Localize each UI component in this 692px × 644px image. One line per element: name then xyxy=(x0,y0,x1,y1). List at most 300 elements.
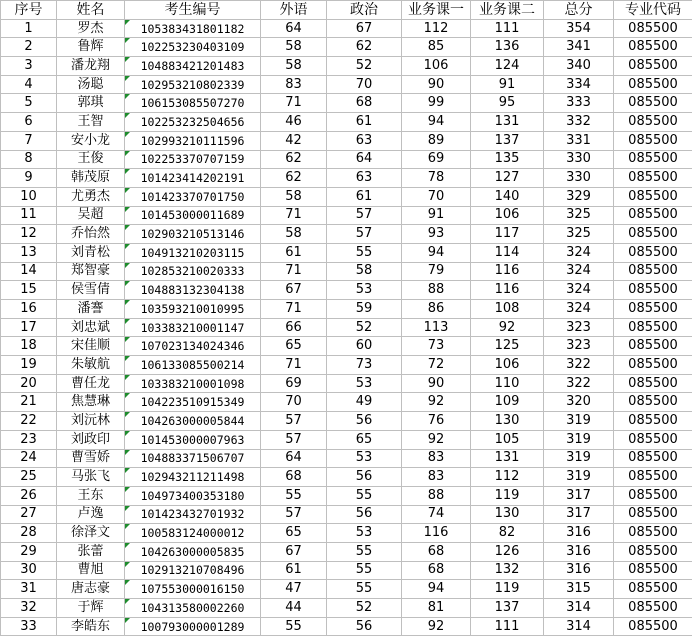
course-1-cell[interactable]: 94 xyxy=(402,113,471,132)
exam-id-cell[interactable]: 104883421201483 xyxy=(125,57,261,76)
politics-cell[interactable]: 60 xyxy=(327,337,402,356)
name-cell[interactable]: 罗杰 xyxy=(57,19,125,38)
total-cell[interactable]: 324 xyxy=(544,262,614,281)
course-1-cell[interactable]: 70 xyxy=(402,187,471,206)
seq-cell[interactable]: 24 xyxy=(1,449,57,468)
major-code-cell[interactable]: 085500 xyxy=(614,337,692,356)
name-cell[interactable]: 王智 xyxy=(57,113,125,132)
politics-cell[interactable]: 53 xyxy=(327,374,402,393)
major-code-cell[interactable]: 085500 xyxy=(614,131,692,150)
exam-id-cell[interactable]: 101423432701932 xyxy=(125,505,261,524)
seq-cell[interactable]: 11 xyxy=(1,206,57,225)
major-code-cell[interactable]: 085500 xyxy=(614,150,692,169)
course-1-cell[interactable]: 72 xyxy=(402,356,471,375)
course-2-cell[interactable]: 92 xyxy=(471,318,544,337)
total-cell[interactable]: 314 xyxy=(544,617,614,636)
exam-id-cell[interactable]: 106133085500214 xyxy=(125,356,261,375)
major-code-cell[interactable]: 085500 xyxy=(614,262,692,281)
politics-cell[interactable]: 52 xyxy=(327,318,402,337)
seq-cell[interactable]: 28 xyxy=(1,524,57,543)
seq-cell[interactable]: 5 xyxy=(1,94,57,113)
course-2-cell[interactable]: 105 xyxy=(471,430,544,449)
course-2-cell[interactable]: 127 xyxy=(471,169,544,188)
course-1-cell[interactable]: 69 xyxy=(402,150,471,169)
course-2-cell[interactable]: 117 xyxy=(471,225,544,244)
seq-cell[interactable]: 7 xyxy=(1,131,57,150)
total-cell[interactable]: 314 xyxy=(544,599,614,618)
course-1-cell[interactable]: 76 xyxy=(402,412,471,431)
major-code-cell[interactable]: 085500 xyxy=(614,561,692,580)
name-cell[interactable]: 安小龙 xyxy=(57,131,125,150)
course-1-cell[interactable]: 90 xyxy=(402,75,471,94)
course-2-cell[interactable]: 126 xyxy=(471,542,544,561)
name-cell[interactable]: 朱敏航 xyxy=(57,356,125,375)
exam-id-cell[interactable]: 102253370707159 xyxy=(125,150,261,169)
foreign-language-cell[interactable]: 47 xyxy=(261,580,327,599)
course-2-cell[interactable]: 124 xyxy=(471,57,544,76)
seq-cell[interactable]: 3 xyxy=(1,57,57,76)
total-cell[interactable]: 329 xyxy=(544,187,614,206)
col-header-politics: 政治 xyxy=(327,1,402,20)
major-code-cell[interactable]: 085500 xyxy=(614,225,692,244)
course-2-cell[interactable]: 131 xyxy=(471,449,544,468)
major-code-cell[interactable]: 085500 xyxy=(614,449,692,468)
total-cell[interactable]: 354 xyxy=(544,19,614,38)
total-cell[interactable]: 316 xyxy=(544,542,614,561)
name-cell[interactable]: 刘青松 xyxy=(57,243,125,262)
course-1-cell[interactable]: 106 xyxy=(402,57,471,76)
foreign-language-cell[interactable]: 58 xyxy=(261,187,327,206)
name-cell[interactable]: 刘政印 xyxy=(57,430,125,449)
foreign-language-cell[interactable]: 71 xyxy=(261,262,327,281)
major-code-cell[interactable]: 085500 xyxy=(614,281,692,300)
course-2-cell[interactable]: 136 xyxy=(471,38,544,57)
course-1-cell[interactable]: 68 xyxy=(402,561,471,580)
name-cell[interactable]: 卢逸 xyxy=(57,505,125,524)
exam-id-cell[interactable]: 105383431801182 xyxy=(125,19,261,38)
name-cell[interactable]: 尤勇杰 xyxy=(57,187,125,206)
foreign-language-cell[interactable]: 68 xyxy=(261,468,327,487)
name-cell[interactable]: 唐志豪 xyxy=(57,580,125,599)
major-code-cell[interactable]: 085500 xyxy=(614,524,692,543)
foreign-language-cell[interactable]: 71 xyxy=(261,94,327,113)
foreign-language-cell[interactable]: 67 xyxy=(261,281,327,300)
name-cell[interactable]: 宋佳顺 xyxy=(57,337,125,356)
exam-id-cell[interactable]: 100583124000012 xyxy=(125,524,261,543)
exam-id-cell[interactable]: 104913210203115 xyxy=(125,243,261,262)
name-cell[interactable]: 乔怡然 xyxy=(57,225,125,244)
politics-cell[interactable]: 62 xyxy=(327,38,402,57)
total-cell[interactable]: 322 xyxy=(544,356,614,375)
name-cell[interactable]: 曹雪娇 xyxy=(57,449,125,468)
course-2-cell[interactable]: 135 xyxy=(471,150,544,169)
course-2-cell[interactable]: 140 xyxy=(471,187,544,206)
seq-cell[interactable]: 23 xyxy=(1,430,57,449)
seq-cell[interactable]: 1 xyxy=(1,19,57,38)
seq-cell[interactable]: 9 xyxy=(1,169,57,188)
total-cell[interactable]: 319 xyxy=(544,430,614,449)
foreign-language-cell[interactable]: 70 xyxy=(261,393,327,412)
politics-cell[interactable]: 56 xyxy=(327,505,402,524)
exam-id-cell[interactable]: 102913210708496 xyxy=(125,561,261,580)
total-cell[interactable]: 332 xyxy=(544,113,614,132)
foreign-language-cell[interactable]: 61 xyxy=(261,243,327,262)
major-code-cell[interactable]: 085500 xyxy=(614,206,692,225)
course-2-cell[interactable]: 112 xyxy=(471,468,544,487)
major-code-cell[interactable]: 085500 xyxy=(614,617,692,636)
course-1-cell[interactable]: 79 xyxy=(402,262,471,281)
course-1-cell[interactable]: 92 xyxy=(402,617,471,636)
course-1-cell[interactable]: 94 xyxy=(402,243,471,262)
exam-id-cell[interactable]: 104883132304138 xyxy=(125,281,261,300)
course-1-cell[interactable]: 116 xyxy=(402,524,471,543)
exam-id-cell[interactable]: 104973400353180 xyxy=(125,486,261,505)
major-code-cell[interactable]: 085500 xyxy=(614,94,692,113)
course-2-cell[interactable]: 111 xyxy=(471,19,544,38)
politics-cell[interactable]: 59 xyxy=(327,300,402,319)
major-code-cell[interactable]: 085500 xyxy=(614,318,692,337)
seq-cell[interactable]: 15 xyxy=(1,281,57,300)
exam-id-cell[interactable]: 102993210111596 xyxy=(125,131,261,150)
course-1-cell[interactable]: 91 xyxy=(402,206,471,225)
politics-cell[interactable]: 56 xyxy=(327,412,402,431)
major-code-cell[interactable]: 085500 xyxy=(614,75,692,94)
seq-cell[interactable]: 18 xyxy=(1,337,57,356)
name-cell[interactable]: 刘沅林 xyxy=(57,412,125,431)
seq-cell[interactable]: 30 xyxy=(1,561,57,580)
seq-cell[interactable]: 4 xyxy=(1,75,57,94)
foreign-language-cell[interactable]: 61 xyxy=(261,561,327,580)
total-cell[interactable]: 323 xyxy=(544,337,614,356)
politics-cell[interactable]: 57 xyxy=(327,225,402,244)
seq-cell[interactable]: 8 xyxy=(1,150,57,169)
politics-cell[interactable]: 56 xyxy=(327,617,402,636)
course-1-cell[interactable]: 99 xyxy=(402,94,471,113)
seq-cell[interactable]: 29 xyxy=(1,542,57,561)
politics-cell[interactable]: 56 xyxy=(327,468,402,487)
exam-id-cell[interactable]: 101453000011689 xyxy=(125,206,261,225)
name-cell[interactable]: 刘忠斌 xyxy=(57,318,125,337)
course-1-cell[interactable]: 85 xyxy=(402,38,471,57)
course-2-cell[interactable]: 119 xyxy=(471,580,544,599)
course-2-cell[interactable]: 131 xyxy=(471,113,544,132)
politics-cell[interactable]: 53 xyxy=(327,449,402,468)
seq-cell[interactable]: 12 xyxy=(1,225,57,244)
foreign-language-cell[interactable]: 64 xyxy=(261,449,327,468)
seq-cell[interactable]: 26 xyxy=(1,486,57,505)
major-code-cell[interactable]: 085500 xyxy=(614,300,692,319)
exam-id-cell[interactable]: 102903210513146 xyxy=(125,225,261,244)
seq-cell[interactable]: 16 xyxy=(1,300,57,319)
course-2-cell[interactable]: 116 xyxy=(471,281,544,300)
seq-cell[interactable]: 31 xyxy=(1,580,57,599)
course-2-cell[interactable]: 110 xyxy=(471,374,544,393)
name-cell[interactable]: 张蕾 xyxy=(57,542,125,561)
total-cell[interactable]: 317 xyxy=(544,486,614,505)
major-code-cell[interactable]: 085500 xyxy=(614,393,692,412)
major-code-cell[interactable]: 085500 xyxy=(614,599,692,618)
foreign-language-cell[interactable]: 67 xyxy=(261,542,327,561)
exam-id-cell[interactable]: 102943211211498 xyxy=(125,468,261,487)
total-cell[interactable]: 317 xyxy=(544,505,614,524)
politics-cell[interactable]: 61 xyxy=(327,187,402,206)
foreign-language-cell[interactable]: 65 xyxy=(261,524,327,543)
major-code-cell[interactable]: 085500 xyxy=(614,542,692,561)
total-cell[interactable]: 323 xyxy=(544,318,614,337)
major-code-cell[interactable]: 085500 xyxy=(614,468,692,487)
course-1-cell[interactable]: 90 xyxy=(402,374,471,393)
politics-cell[interactable]: 61 xyxy=(327,113,402,132)
exam-id-cell[interactable]: 100793000001289 xyxy=(125,617,261,636)
politics-cell[interactable]: 73 xyxy=(327,356,402,375)
seq-cell[interactable]: 33 xyxy=(1,617,57,636)
name-cell[interactable]: 汤聪 xyxy=(57,75,125,94)
seq-cell[interactable]: 20 xyxy=(1,374,57,393)
politics-cell[interactable]: 63 xyxy=(327,131,402,150)
foreign-language-cell[interactable]: 71 xyxy=(261,300,327,319)
foreign-language-cell[interactable]: 57 xyxy=(261,430,327,449)
course-2-cell[interactable]: 109 xyxy=(471,393,544,412)
foreign-language-cell[interactable]: 57 xyxy=(261,412,327,431)
foreign-language-cell[interactable]: 58 xyxy=(261,57,327,76)
course-2-cell[interactable]: 106 xyxy=(471,206,544,225)
name-cell[interactable]: 王东 xyxy=(57,486,125,505)
politics-cell[interactable]: 55 xyxy=(327,542,402,561)
course-1-cell[interactable]: 94 xyxy=(402,580,471,599)
total-cell[interactable]: 319 xyxy=(544,449,614,468)
exam-id-cell[interactable]: 106153085507270 xyxy=(125,94,261,113)
total-cell[interactable]: 316 xyxy=(544,561,614,580)
exam-id-cell[interactable]: 101423370701750 xyxy=(125,187,261,206)
politics-cell[interactable]: 55 xyxy=(327,561,402,580)
course-1-cell[interactable]: 83 xyxy=(402,449,471,468)
name-cell[interactable]: 郭琪 xyxy=(57,94,125,113)
name-cell[interactable]: 韩茂原 xyxy=(57,169,125,188)
major-code-cell[interactable]: 085500 xyxy=(614,169,692,188)
politics-cell[interactable]: 64 xyxy=(327,150,402,169)
total-cell[interactable]: 324 xyxy=(544,300,614,319)
course-2-cell[interactable]: 91 xyxy=(471,75,544,94)
foreign-language-cell[interactable]: 55 xyxy=(261,486,327,505)
course-1-cell[interactable]: 83 xyxy=(402,468,471,487)
seq-cell[interactable]: 32 xyxy=(1,599,57,618)
politics-cell[interactable]: 55 xyxy=(327,243,402,262)
total-cell[interactable]: 324 xyxy=(544,281,614,300)
name-cell[interactable]: 马张飞 xyxy=(57,468,125,487)
course-2-cell[interactable]: 116 xyxy=(471,262,544,281)
seq-cell[interactable]: 17 xyxy=(1,318,57,337)
course-2-cell[interactable]: 95 xyxy=(471,94,544,113)
politics-cell[interactable]: 53 xyxy=(327,524,402,543)
foreign-language-cell[interactable]: 44 xyxy=(261,599,327,618)
total-cell[interactable]: 325 xyxy=(544,225,614,244)
total-cell[interactable]: 340 xyxy=(544,57,614,76)
total-cell[interactable]: 325 xyxy=(544,206,614,225)
name-cell[interactable]: 曹任龙 xyxy=(57,374,125,393)
foreign-language-cell[interactable]: 62 xyxy=(261,169,327,188)
politics-cell[interactable]: 52 xyxy=(327,57,402,76)
politics-cell[interactable]: 70 xyxy=(327,75,402,94)
politics-cell[interactable]: 63 xyxy=(327,169,402,188)
total-cell[interactable]: 331 xyxy=(544,131,614,150)
total-cell[interactable]: 330 xyxy=(544,150,614,169)
total-cell[interactable]: 319 xyxy=(544,468,614,487)
course-1-cell[interactable]: 113 xyxy=(402,318,471,337)
total-cell[interactable]: 324 xyxy=(544,243,614,262)
exam-id-cell[interactable]: 102853210020333 xyxy=(125,262,261,281)
exam-id-cell[interactable]: 102953210802339 xyxy=(125,75,261,94)
name-cell[interactable]: 王俊 xyxy=(57,150,125,169)
course-1-cell[interactable]: 68 xyxy=(402,542,471,561)
exam-id-cell[interactable]: 104263000005835 xyxy=(125,542,261,561)
table-row xyxy=(1,542,692,561)
politics-cell[interactable]: 58 xyxy=(327,262,402,281)
major-code-cell[interactable]: 085500 xyxy=(614,113,692,132)
foreign-language-cell[interactable]: 71 xyxy=(261,206,327,225)
course-2-cell[interactable]: 82 xyxy=(471,524,544,543)
course-1-cell[interactable]: 92 xyxy=(402,430,471,449)
name-cell[interactable]: 侯雪倩 xyxy=(57,281,125,300)
major-code-cell[interactable]: 085500 xyxy=(614,412,692,431)
foreign-language-cell[interactable]: 46 xyxy=(261,113,327,132)
course-1-cell[interactable]: 86 xyxy=(402,300,471,319)
major-code-cell[interactable]: 085500 xyxy=(614,38,692,57)
major-code-cell[interactable]: 085500 xyxy=(614,505,692,524)
major-code-cell[interactable]: 085500 xyxy=(614,580,692,599)
major-code-cell[interactable]: 085500 xyxy=(614,57,692,76)
politics-cell[interactable]: 57 xyxy=(327,206,402,225)
course-2-cell[interactable]: 137 xyxy=(471,599,544,618)
course-1-cell[interactable]: 88 xyxy=(402,281,471,300)
foreign-language-cell[interactable]: 62 xyxy=(261,150,327,169)
major-code-cell[interactable]: 085500 xyxy=(614,374,692,393)
total-cell[interactable]: 334 xyxy=(544,75,614,94)
course-2-cell[interactable]: 106 xyxy=(471,356,544,375)
foreign-language-cell[interactable]: 58 xyxy=(261,225,327,244)
exam-id-cell[interactable]: 101453000007963 xyxy=(125,430,261,449)
seq-cell[interactable]: 19 xyxy=(1,356,57,375)
exam-id-cell[interactable]: 103383210001098 xyxy=(125,374,261,393)
seq-cell[interactable]: 14 xyxy=(1,262,57,281)
politics-cell[interactable]: 49 xyxy=(327,393,402,412)
foreign-language-cell[interactable]: 55 xyxy=(261,617,327,636)
name-cell[interactable]: 吴超 xyxy=(57,206,125,225)
total-cell[interactable]: 319 xyxy=(544,412,614,431)
exam-id-cell[interactable]: 107023134024346 xyxy=(125,337,261,356)
course-1-cell[interactable]: 112 xyxy=(402,19,471,38)
name-cell[interactable]: 曹旭 xyxy=(57,561,125,580)
course-2-cell[interactable]: 130 xyxy=(471,412,544,431)
foreign-language-cell[interactable]: 66 xyxy=(261,318,327,337)
seq-cell[interactable]: 25 xyxy=(1,468,57,487)
exam-id-cell[interactable]: 101423414202191 xyxy=(125,169,261,188)
foreign-language-cell[interactable]: 64 xyxy=(261,19,327,38)
seq-cell[interactable]: 2 xyxy=(1,38,57,57)
seq-cell[interactable]: 6 xyxy=(1,113,57,132)
course-1-cell[interactable]: 74 xyxy=(402,505,471,524)
seq-cell[interactable]: 10 xyxy=(1,187,57,206)
major-code-cell[interactable]: 085500 xyxy=(614,243,692,262)
total-cell[interactable]: 315 xyxy=(544,580,614,599)
major-code-cell[interactable]: 085500 xyxy=(614,430,692,449)
course-1-cell[interactable]: 78 xyxy=(402,169,471,188)
major-code-cell[interactable]: 085500 xyxy=(614,187,692,206)
foreign-language-cell[interactable]: 57 xyxy=(261,505,327,524)
course-1-cell[interactable]: 93 xyxy=(402,225,471,244)
foreign-language-cell[interactable]: 83 xyxy=(261,75,327,94)
exam-id-cell[interactable]: 104313580002260 xyxy=(125,599,261,618)
exam-id-cell[interactable]: 104883371506707 xyxy=(125,449,261,468)
course-2-cell[interactable]: 125 xyxy=(471,337,544,356)
total-cell[interactable]: 316 xyxy=(544,524,614,543)
total-cell[interactable]: 341 xyxy=(544,38,614,57)
name-cell[interactable]: 徐泽文 xyxy=(57,524,125,543)
exam-id-cell[interactable]: 107553000016150 xyxy=(125,580,261,599)
foreign-language-cell[interactable]: 65 xyxy=(261,337,327,356)
name-cell[interactable]: 于辉 xyxy=(57,599,125,618)
major-code-cell[interactable]: 085500 xyxy=(614,19,692,38)
major-code-cell[interactable]: 085500 xyxy=(614,356,692,375)
course-2-cell[interactable]: 119 xyxy=(471,486,544,505)
total-cell[interactable]: 333 xyxy=(544,94,614,113)
course-2-cell[interactable]: 130 xyxy=(471,505,544,524)
exam-id-cell[interactable]: 102253232504656 xyxy=(125,113,261,132)
name-cell[interactable]: 潘謇 xyxy=(57,300,125,319)
exam-id-cell[interactable]: 103593210010995 xyxy=(125,300,261,319)
foreign-language-cell[interactable]: 71 xyxy=(261,356,327,375)
name-cell[interactable]: 郑智豪 xyxy=(57,262,125,281)
course-2-cell[interactable]: 111 xyxy=(471,617,544,636)
total-cell[interactable]: 322 xyxy=(544,374,614,393)
exam-id-cell[interactable]: 104223510915349 xyxy=(125,393,261,412)
seq-cell[interactable]: 13 xyxy=(1,243,57,262)
total-cell[interactable]: 320 xyxy=(544,393,614,412)
politics-cell[interactable]: 53 xyxy=(327,281,402,300)
course-2-cell[interactable]: 132 xyxy=(471,561,544,580)
politics-cell[interactable]: 55 xyxy=(327,486,402,505)
total-cell[interactable]: 330 xyxy=(544,169,614,188)
foreign-language-cell[interactable]: 69 xyxy=(261,374,327,393)
foreign-language-cell[interactable]: 58 xyxy=(261,38,327,57)
politics-cell[interactable]: 65 xyxy=(327,430,402,449)
course-2-cell[interactable]: 108 xyxy=(471,300,544,319)
politics-cell[interactable]: 68 xyxy=(327,94,402,113)
foreign-language-cell[interactable]: 42 xyxy=(261,131,327,150)
course-1-cell[interactable]: 73 xyxy=(402,337,471,356)
course-2-cell[interactable]: 137 xyxy=(471,131,544,150)
politics-cell[interactable]: 55 xyxy=(327,580,402,599)
major-code-cell[interactable]: 085500 xyxy=(614,486,692,505)
name-cell[interactable]: 李皓东 xyxy=(57,617,125,636)
exam-id-cell[interactable]: 104263000005844 xyxy=(125,412,261,431)
politics-cell[interactable]: 52 xyxy=(327,599,402,618)
course-1-cell[interactable]: 89 xyxy=(402,131,471,150)
course-2-cell[interactable]: 114 xyxy=(471,243,544,262)
seq-cell[interactable]: 27 xyxy=(1,505,57,524)
exam-id-cell[interactable]: 103383210001147 xyxy=(125,318,261,337)
course-1-cell[interactable]: 81 xyxy=(402,599,471,618)
seq-cell[interactable]: 22 xyxy=(1,412,57,431)
course-1-cell[interactable]: 92 xyxy=(402,393,471,412)
course-1-cell[interactable]: 88 xyxy=(402,486,471,505)
col-header-name: 姓名 xyxy=(57,1,125,20)
exam-id-cell[interactable]: 102253230403109 xyxy=(125,38,261,57)
seq-cell[interactable]: 21 xyxy=(1,393,57,412)
politics-cell[interactable]: 67 xyxy=(327,19,402,38)
name-cell[interactable]: 焦慧琳 xyxy=(57,393,125,412)
name-cell[interactable]: 鲁辉 xyxy=(57,38,125,57)
name-cell[interactable]: 潘龙翔 xyxy=(57,57,125,76)
